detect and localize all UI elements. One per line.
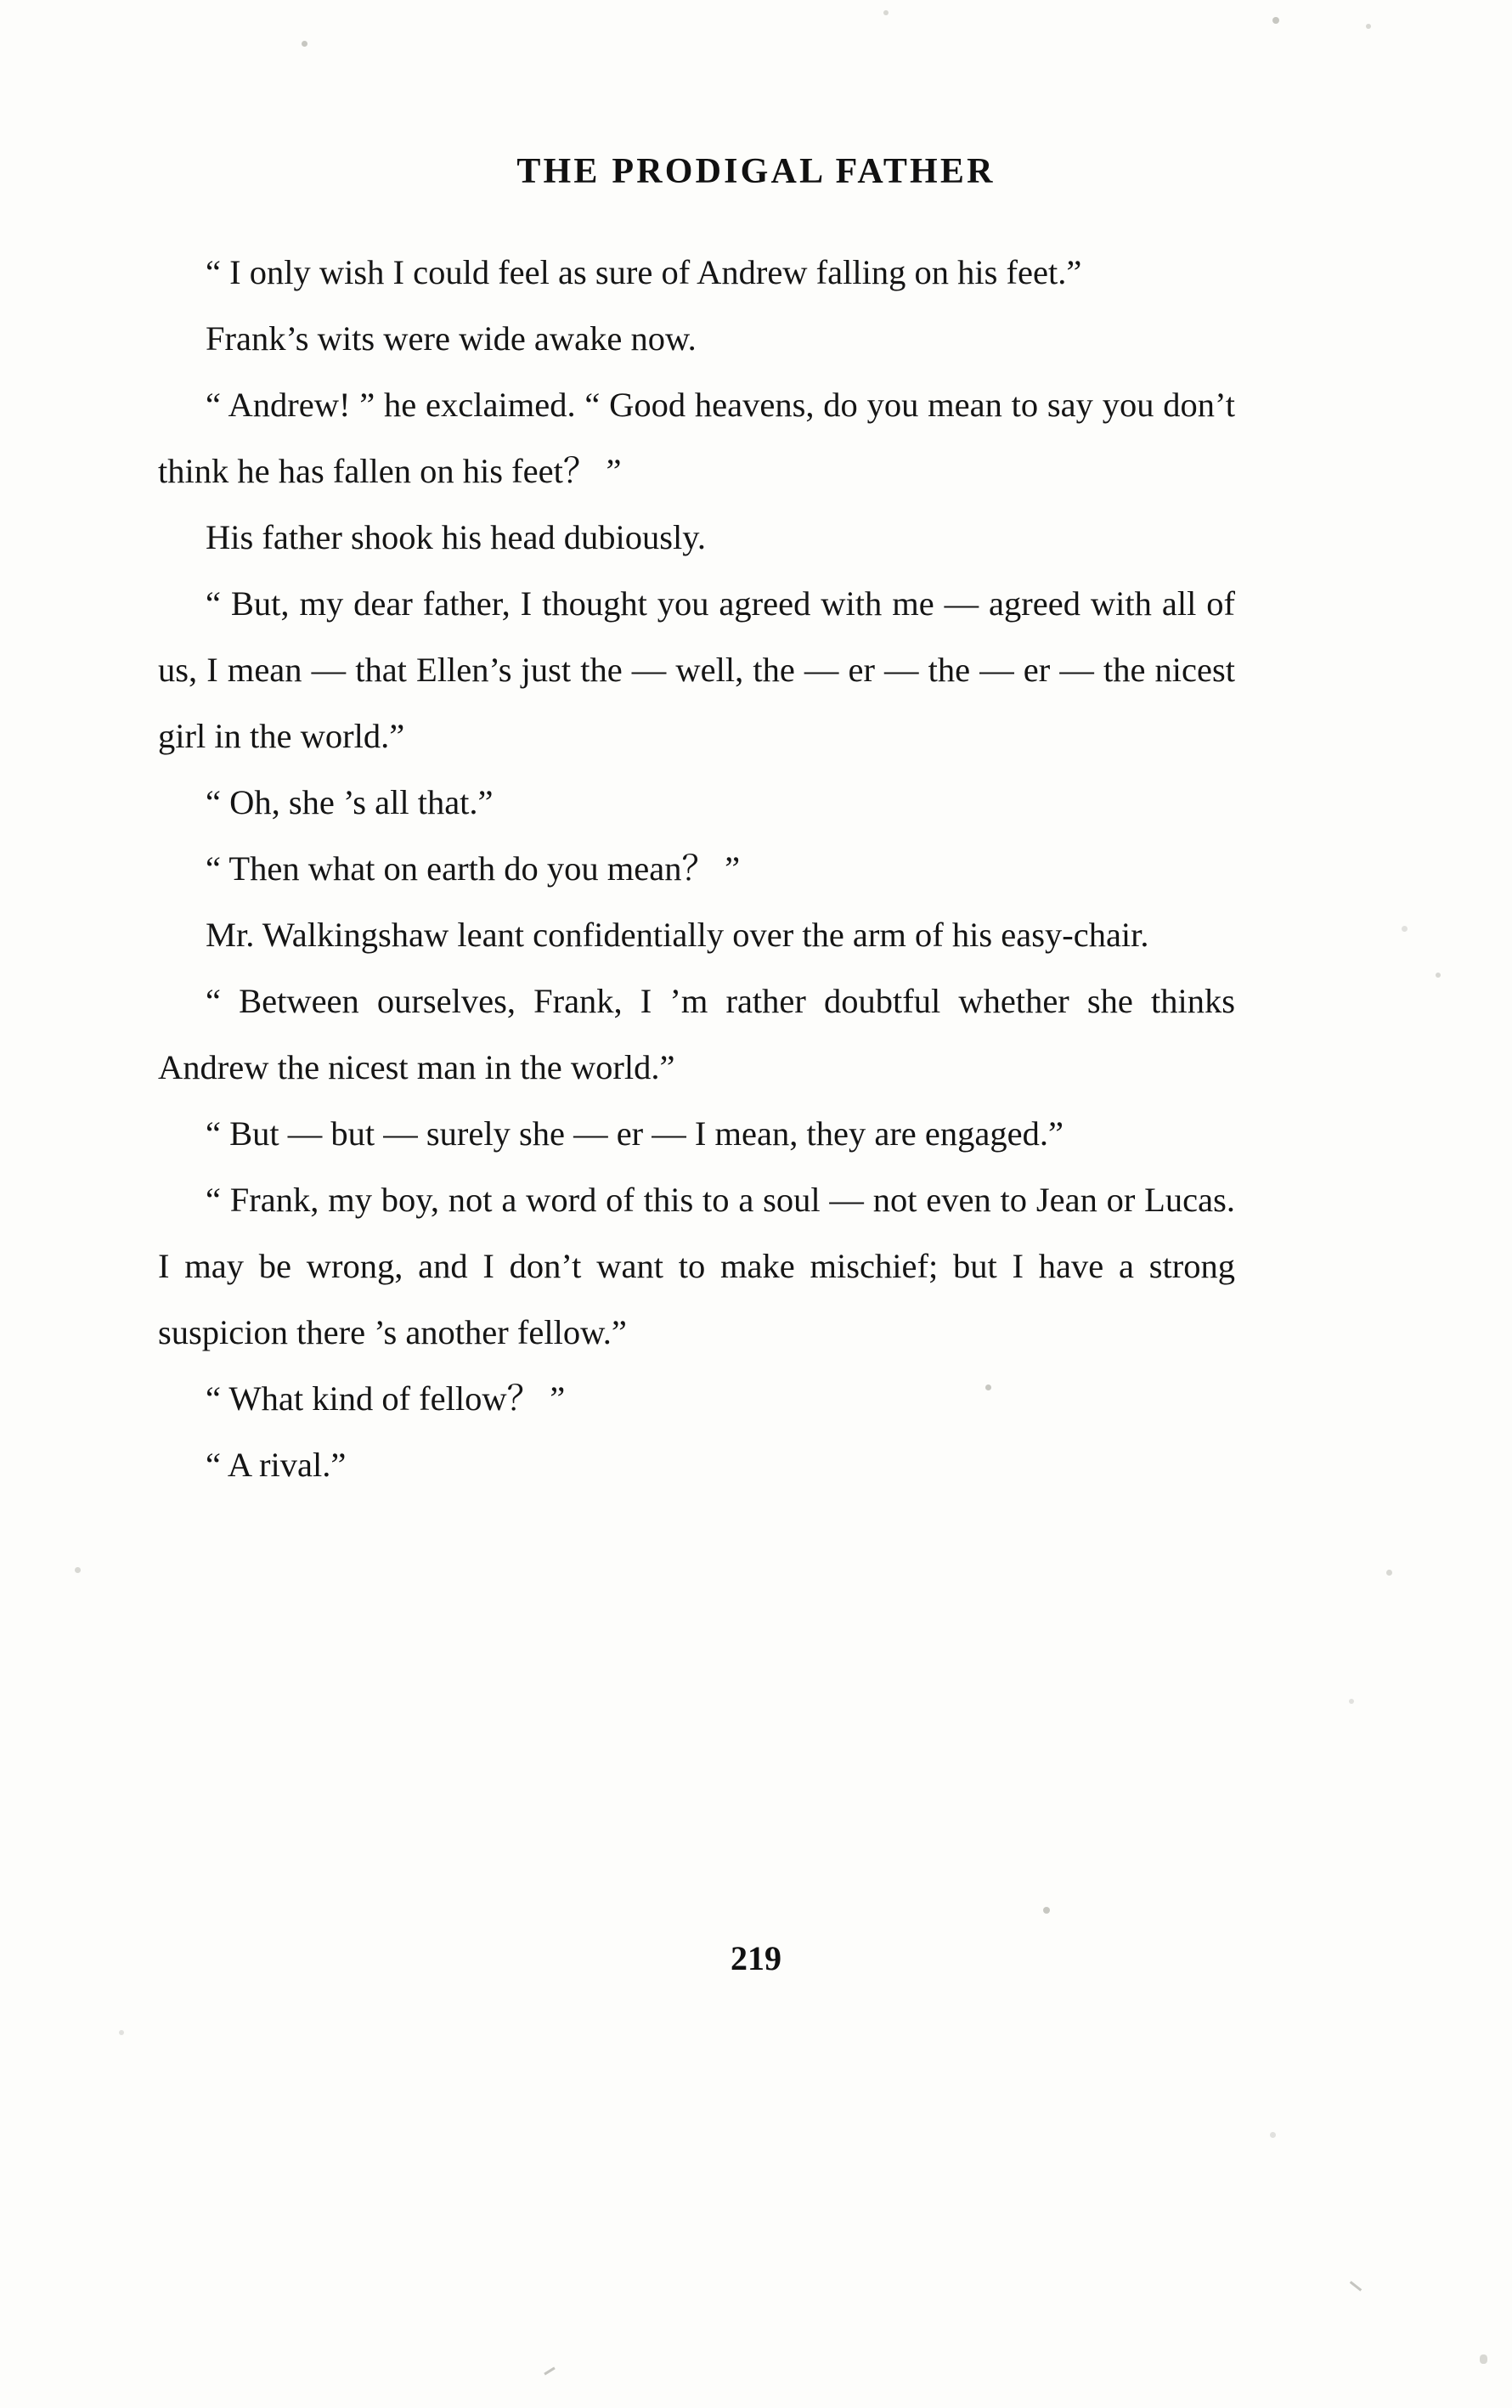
paragraph: “ I only wish I could feel as sure of Andrew falling on his feet.” [206, 253, 1082, 291]
scan-tick [544, 2367, 555, 2376]
scan-speck [1436, 973, 1441, 978]
scan-speck [75, 1567, 81, 1573]
paragraph: “ Oh, she ’s all that.” [206, 783, 494, 821]
paragraph: “ Between ourselves, Frank, I ’m rather doubtful whether she thinks Andrew the nicest man in the world.” [158, 982, 1235, 1086]
paragraph: “ Andrew! ” he exclaimed. “ Good heavens, do you mean to say you don’t think he has fallen on his feet？ ” [158, 386, 1235, 490]
scan-speck [1386, 1570, 1392, 1576]
body-text [158, 240, 1235, 1498]
scan-speck [1366, 24, 1371, 29]
scan-speck [985, 1384, 991, 1390]
scan-tick [1350, 2281, 1362, 2291]
scan-speck [1272, 17, 1279, 24]
running-head: THE PRODIGAL FATHER [516, 152, 996, 191]
paragraph: “ But, my dear father, I thought you agreed with me — agreed with all of us, I mean — that Ellen’s just the — well, the — er — the — er — the nicest girl in the world.” [158, 584, 1235, 755]
scan-speck [302, 41, 307, 47]
scan-speck [119, 2030, 124, 2035]
paragraph: “ A rival.” [206, 1446, 347, 1484]
page-number: 219 [731, 1939, 781, 1977]
paragraph: Frank’s wits were wide awake now. [206, 319, 697, 358]
paragraph: His father shook his head dubiously. [206, 518, 707, 556]
paragraph: “ Then what on earth do you mean？ ” [206, 849, 741, 888]
paragraph: Mr. Walkingshaw leant confidentially over the arm of his easy-chair. [206, 916, 1149, 954]
scan-speck [1480, 2354, 1487, 2364]
scan-speck [1270, 2132, 1276, 2138]
scan-speck [1349, 1699, 1354, 1704]
scan-speck [1402, 926, 1408, 932]
paragraph: “ Frank, my boy, not a word of this to a soul — not even to Jean or Lucas. I may be wrong, and I don’t want to make mischief; but I have a strong suspicion there ’s another fellow.” [158, 1181, 1235, 1351]
scan-speck [883, 10, 889, 15]
scan-speck [1043, 1907, 1050, 1914]
paragraph: “ But — but — surely she — er — I mean, they are engaged.” [206, 1114, 1063, 1153]
paragraph: “ What kind of fellow？ ” [206, 1379, 566, 1418]
